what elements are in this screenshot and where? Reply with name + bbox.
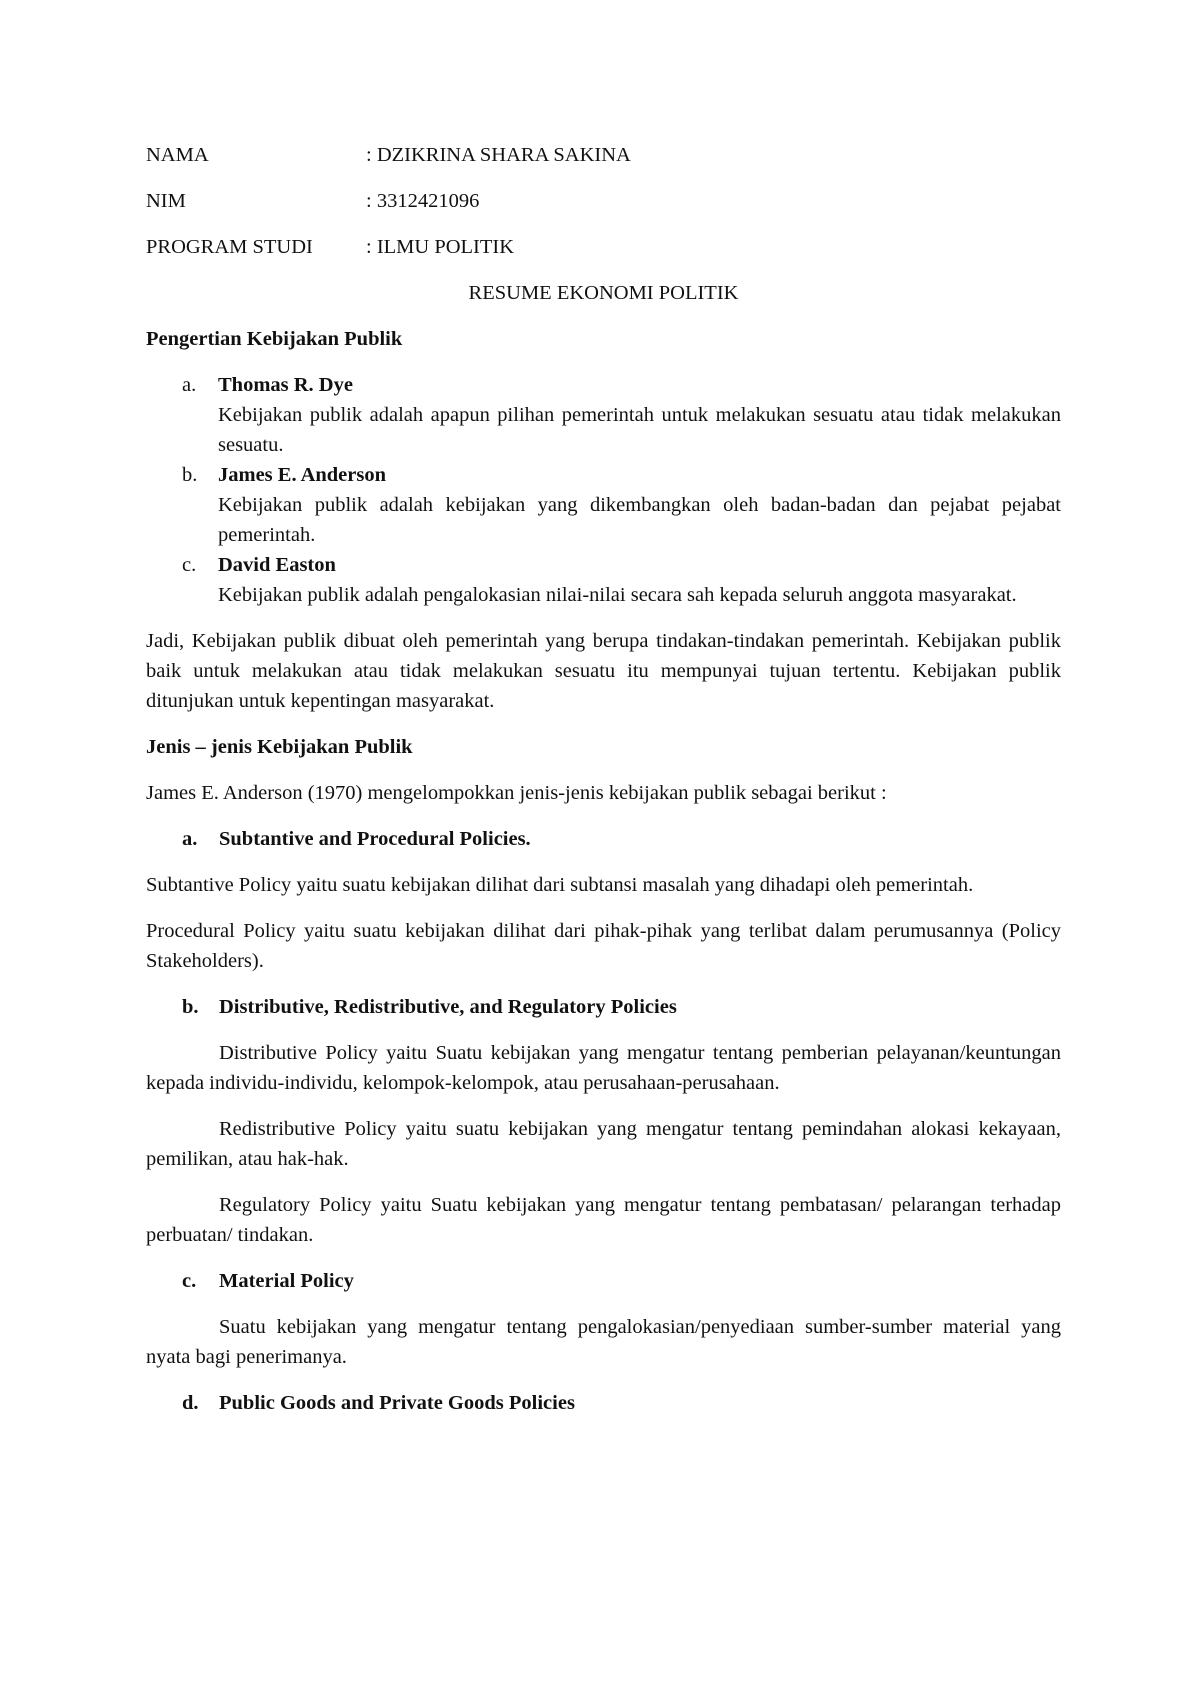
subheading-title: Distributive, Redistributive, and Regulatory Policies bbox=[219, 996, 677, 1018]
paragraph: Regulatory Policy yaitu Suatu kebijakan yang mengatur tentang pembatasan/ pelarangan terhadap perbuatan/ tindakan. bbox=[146, 1194, 1061, 1246]
definition-author: James E. Anderson bbox=[218, 464, 387, 486]
meta-label: NIM bbox=[146, 190, 186, 212]
meta-label: NAMA bbox=[146, 144, 209, 166]
meta-row-nim bbox=[146, 186, 1061, 216]
conclusion-paragraph: Jadi, Kebijakan publik dibuat oleh pemerintah yang berupa tindakan-tindakan pemerintah. Kebijakan publik baik untuk melakukan atau tidak melakukan sesuatu itu mempunyai tujuan tertentu. Kebijakan publik ditunjukan untuk kepentingan masyarakat. bbox=[146, 630, 1061, 712]
subheading-title: Material Policy bbox=[219, 1270, 354, 1292]
definition-author: David Easton bbox=[218, 554, 336, 576]
definition-list bbox=[146, 370, 1061, 610]
definition-item bbox=[146, 550, 1061, 610]
definition-text: Kebijakan publik adalah pengalokasian nilai-nilai secara sah kepada seluruh anggota masyarakat. bbox=[218, 584, 1017, 606]
definition-item bbox=[146, 370, 1061, 460]
list-marker: c. bbox=[182, 554, 197, 576]
paragraph: Redistributive Policy yaitu suatu kebijakan yang mengatur tentang pemindahan alokasi kekayaan, pemilikan, atau hak-hak. bbox=[146, 1118, 1061, 1170]
subheading-title: Subtantive and Procedural Policies. bbox=[219, 828, 531, 850]
subheading-title: Public Goods and Private Goods Policies bbox=[219, 1392, 575, 1414]
document-content bbox=[146, 140, 1061, 1434]
meta-label: PROGRAM STUDI bbox=[146, 236, 313, 258]
paragraph: Distributive Policy yaitu Suatu kebijakan yang mengatur tentang pemberian pelayanan/keuntungan kepada individu-individu, kelompok-kelompok, atau perusahaan-perusahaan. bbox=[146, 1042, 1061, 1094]
list-marker: a. bbox=[182, 828, 198, 850]
definition-author: Thomas R. Dye bbox=[218, 374, 353, 396]
meta-value: : 3312421096 bbox=[366, 190, 480, 212]
list-marker: c. bbox=[182, 1270, 197, 1292]
meta-row-nama bbox=[146, 140, 1061, 170]
meta-row-program-studi bbox=[146, 232, 1061, 262]
section-heading-pengertian: Pengertian Kebijakan Publik bbox=[146, 328, 403, 350]
meta-value: : ILMU POLITIK bbox=[366, 236, 515, 258]
subheading-b bbox=[146, 992, 1061, 1022]
meta-value: : DZIKRINA SHARA SAKINA bbox=[366, 144, 631, 166]
definition-text: Kebijakan publik adalah kebijakan yang dikembangkan oleh badan-badan dan pejabat pejabat pemerintah. bbox=[218, 494, 1061, 546]
paragraph: Procedural Policy yaitu suatu kebijakan dilihat dari pihak-pihak yang terlibat dalam perumusannya (Policy Stakeholders). bbox=[146, 920, 1061, 972]
paragraph: Subtantive Policy yaitu suatu kebijakan dilihat dari subtansi masalah yang dihadapi oleh pemerintah. bbox=[146, 874, 974, 896]
section-heading-jenis: Jenis – jenis Kebijakan Publik bbox=[146, 736, 413, 758]
list-marker: b. bbox=[182, 464, 198, 486]
subheading-c bbox=[146, 1266, 1061, 1296]
document-title: RESUME EKONOMI POLITIK bbox=[468, 282, 739, 304]
subheading-a bbox=[146, 824, 1061, 854]
definition-body bbox=[218, 550, 1061, 610]
definition-item bbox=[146, 460, 1061, 550]
intro-paragraph: James E. Anderson (1970) mengelompokkan jenis-jenis kebijakan publik sebagai berikut : bbox=[146, 782, 887, 804]
definition-text: Kebijakan publik adalah apapun pilihan pemerintah untuk melakukan sesuatu atau tidak melakukan sesuatu. bbox=[218, 404, 1061, 456]
definition-body bbox=[218, 370, 1061, 460]
paragraph: Suatu kebijakan yang mengatur tentang pengalokasian/penyediaan sumber-sumber material yang nyata bagi penerimanya. bbox=[146, 1316, 1061, 1368]
subheading-d bbox=[146, 1388, 1061, 1418]
list-marker: d. bbox=[182, 1392, 199, 1414]
list-marker: b. bbox=[182, 996, 199, 1018]
list-marker: a. bbox=[182, 374, 197, 396]
definition-body bbox=[218, 460, 1061, 550]
